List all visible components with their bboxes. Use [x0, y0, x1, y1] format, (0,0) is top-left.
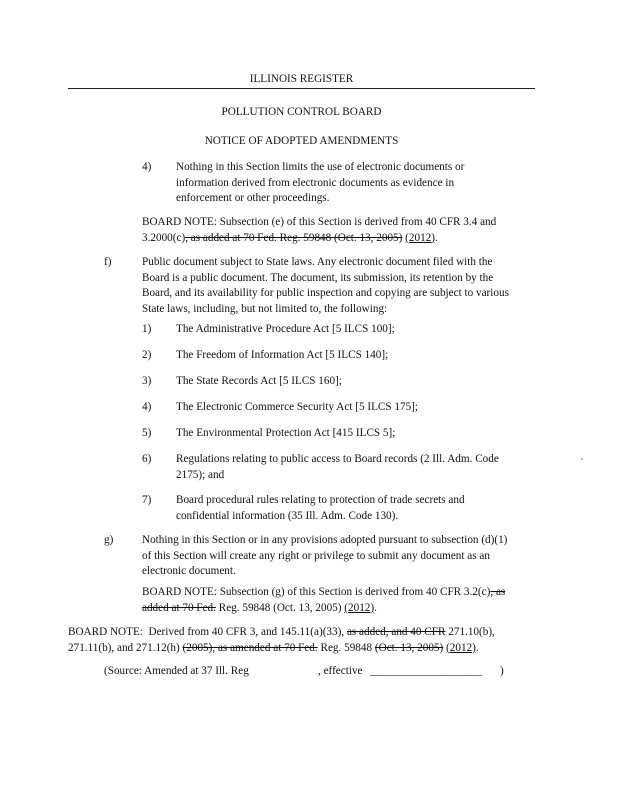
text-line: information derived from electronic documents as evidence in: [176, 176, 455, 189]
board-note-e: [142, 215, 496, 246]
text-span: BOARD NOTE: Subsection (g) of this Section is derived from 40 CFR 3.2(c): [142, 586, 491, 598]
source-label: (Source: Amended at 37 Ill. Reg: [104, 665, 249, 677]
text-line: [68, 625, 495, 641]
register-header: ILLINOIS REGISTER: [249, 73, 354, 85]
effective-date-blank: ____________________: [370, 665, 482, 677]
text-line: [142, 601, 505, 617]
text-line: State laws, including, but not limited to, the following:: [142, 302, 388, 315]
board-note-g: [142, 585, 505, 616]
text-span: 3.2000(c): [142, 231, 186, 244]
item-g-text: [142, 533, 507, 580]
added-text: (2012): [405, 231, 435, 244]
struck-text: added at 70 Fed.: [142, 601, 216, 614]
agency-title: POLLUTION CONTROL BOARD: [221, 106, 382, 118]
text-span: 271.10(b),: [445, 626, 495, 638]
text-span: BOARD NOTE: Derived from 40 CFR 3, and 145.11(a)(33),: [68, 626, 347, 638]
header-rule: [68, 88, 535, 89]
board-note-final: [68, 625, 495, 656]
struck-text: (Oct. 13, 2005): [374, 641, 444, 654]
item-number: f): [104, 256, 112, 268]
struck-text: (2005), as amended at 70 Fed.: [182, 641, 318, 654]
struck-text: , as: [490, 586, 506, 598]
scan-speck: [581, 458, 583, 460]
subitem-text: The Environmental Protection Act [415 ILCS 5];: [176, 427, 396, 439]
text-line: Nothing in this Section or in any provisions adopted pursuant to subsection (d)(1): [142, 534, 508, 546]
source-close: ): [500, 665, 504, 677]
subitem-text: [176, 493, 465, 524]
added-text: (2012): [344, 601, 375, 614]
text-span: Reg. 59848: [317, 641, 375, 654]
struck-text: as added, and 40 CFR: [346, 626, 446, 638]
text-line: [68, 641, 495, 657]
text-line: [142, 231, 496, 247]
item-number: g): [104, 534, 114, 546]
subitem-number: 2): [142, 349, 152, 361]
text-line: 2175); and: [176, 468, 225, 481]
text-span: Reg. 59848 (Oct. 13, 2005): [215, 601, 345, 614]
text-line: BOARD NOTE: Subsection (e) of this Section is derived from 40 CFR 3.4 and: [142, 216, 497, 228]
text-line: confidential information (35 Ill. Adm. Code 130).: [176, 509, 399, 522]
added-text: (2012): [446, 641, 476, 654]
subitem-text: The Electronic Commerce Security Act [5 ILCS 175];: [176, 401, 419, 413]
source-effective: , effective: [318, 665, 363, 677]
subitem-number: 6): [142, 453, 152, 465]
text-line: of this Section will create any right or privilege to submit any document as an: [142, 549, 490, 562]
item-number: 4): [142, 161, 152, 173]
subitem-number: 5): [142, 427, 152, 439]
notice-title: NOTICE OF ADOPTED AMENDMENTS: [204, 135, 399, 147]
text-span: .: [374, 601, 377, 614]
text-line: Nothing in this Section limits the use of electronic documents or: [176, 161, 465, 173]
text-span: 271.11(b), and 271.12(h): [68, 641, 183, 654]
subitem-text: The Administrative Procedure Act [5 ILCS 100];: [176, 323, 395, 335]
text-span: .: [475, 641, 479, 654]
subitem-text: The State Records Act [5 ILCS 160];: [176, 375, 342, 387]
struck-text: , as added at 70 Fed. Reg. 59848 (Oct. 13, 2005): [185, 231, 403, 244]
text-line: Regulations relating to public access to Board records (2 Ill. Adm. Code: [176, 453, 499, 465]
text-line: Board, and its availability for public inspection and copying are subject to various: [142, 287, 509, 300]
item-f-text: [142, 255, 509, 317]
text-line: Board is a public document. The document, its submission, its retention by the: [142, 271, 494, 284]
text-line: electronic document.: [142, 565, 236, 578]
subitem-number: 7): [142, 494, 152, 506]
text-line: Public document subject to State laws. Any electronic document filed with the: [142, 256, 493, 268]
text-line: enforcement or other proceedings.: [176, 192, 330, 205]
subitem-number: 4): [142, 401, 152, 413]
subitem-number: 1): [142, 323, 152, 335]
text-line: Board procedural rules relating to protection of trade secrets and: [176, 494, 465, 506]
text-span: .: [435, 231, 438, 244]
subitem-text: The Freedom of Information Act [5 ILCS 140];: [176, 349, 389, 361]
item-e4-text: [176, 160, 464, 207]
subitem-number: 3): [142, 375, 152, 387]
subitem-text: [176, 452, 499, 483]
text-line: [142, 585, 505, 601]
